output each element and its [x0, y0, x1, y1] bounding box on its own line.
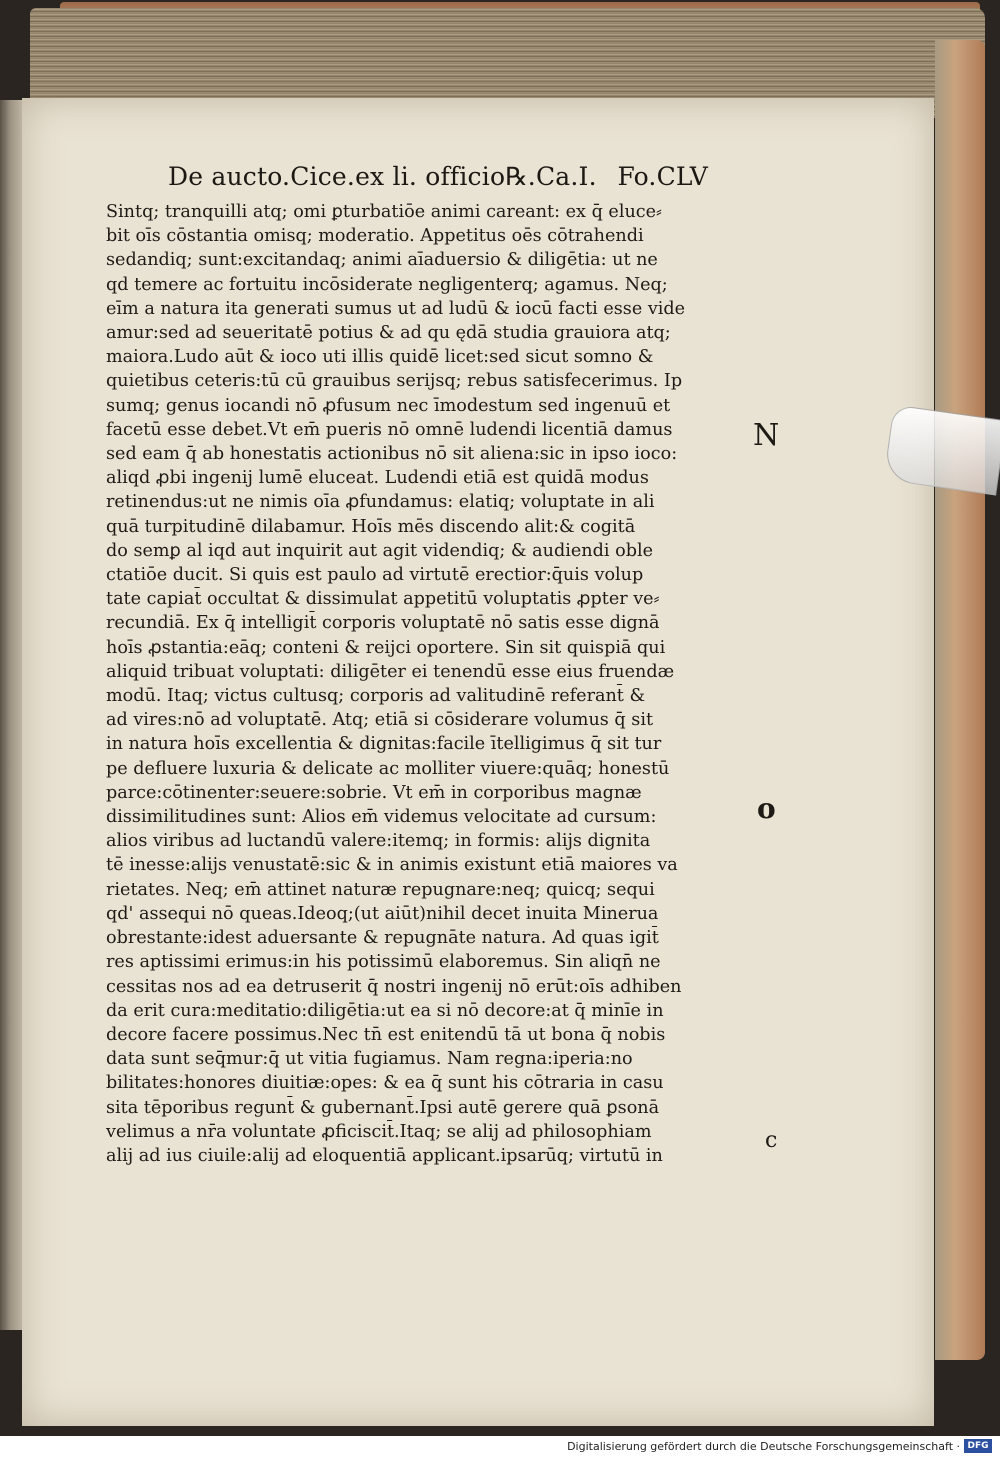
text-line: amur:sed ad seueritatē potius & ad qu ędā studia grauiora atq;	[106, 323, 671, 344]
running-header	[168, 162, 708, 191]
marginal-letter-c: c	[765, 1128, 778, 1153]
text-line: retinendus:ut ne nimis oīa ꝓfundamus: elatiq; voluptate in ali	[106, 492, 655, 513]
text-line: ctatiōe ducit. Si quis est paulo ad virtutē erectior:q̄uis volup	[106, 565, 644, 586]
text-line: dissimilitudines sunt: Alios em̄ videmus velocitate ad cursum:	[106, 807, 657, 828]
body-text	[106, 200, 706, 1168]
text-line: alios viribus ad luctandū valere:itemq; in formis: alijs dignita	[106, 831, 651, 852]
footer-bar	[0, 1436, 1000, 1458]
text-line: aliquid tribuat voluptati: diligēter ei tenendū esse eius fruendæ	[106, 661, 675, 682]
text-line: sed eam q̄ ab honestatis actionibus nō sit aliena:sic in ipso ioco:	[106, 444, 678, 465]
marginal-letter-n: N	[753, 418, 780, 453]
text-line: qd' assequi nō queas.Ideoq;(ut aiūt)nihil decet inuita Minerua	[106, 903, 659, 924]
text-line: facetū esse debet.Vt em̄ pueris nō omnē ludendi licentiā damus	[106, 419, 673, 440]
text-line: quietibus ceteris:tū cū grauibus serijsq; rebus satisfecerimus. Ip	[106, 371, 683, 392]
text-line: aliqd ꝓbi ingenij lumē eluceat. Ludendi etiā est quidā modus	[106, 468, 649, 489]
text-line: res aptissimi erimus:in his potissimū elaboremus. Sin aliqn̄ ne	[106, 952, 661, 973]
text-line: decore facere possimus.Nec tn̄ est enitendū tā ut bona q̄ nobis	[106, 1024, 666, 1045]
text-line: sita tēporibus regunt̄ & gubernant̄.Ipsi autē gerere quā ꝑsonā	[106, 1097, 660, 1118]
text-line: data sunt seq̄mur:q̄ ut vitia fugiamus. Nam regna:iperia:no	[106, 1049, 633, 1070]
text-line: alij ad ius ciuile:alij ad eloquentiā applicant.ipsarūq; virtutū in	[106, 1145, 663, 1166]
text-line: in natura hoīs excellentia & dignitas:facile ītelligimus q̄ sit tur	[106, 734, 662, 755]
text-line: hoīs ꝓstantia:eāq; conteni & reijci oportere. Sin sit quispiā qui	[106, 637, 666, 658]
footer-credit: Digitalisierung gefördert durch die Deutsche Forschungsgemeinschaft ·	[567, 1440, 960, 1453]
text-line: quā turpitudinē dilabamur. Hoīs mēs discendo alit:& cogitā	[106, 516, 636, 537]
text-line: rietates. Neq; em̄ attinet naturæ repugnare:neq; quicq; sequi	[106, 879, 655, 900]
text-line: velimus a nr̄a voluntate ꝓficiscit̄.Itaq; se alij ad philosophiam	[106, 1121, 652, 1142]
text-line: obrestante:idest aduersante & repugnāte natura. Ad quas igit̄	[106, 928, 659, 949]
marginal-letter-o: o	[757, 792, 776, 825]
text-line: pe defluere luxuria & delicate ac molliter viuere:quāq; honestū	[106, 758, 670, 779]
folio-number: Fo.CLV	[617, 162, 708, 191]
text-line: modū. Itaq; victus cultusq; corporis ad valitudinē referant̄ &	[106, 686, 646, 707]
text-line: do semꝑ al iqd aut inquirit aut agit videndiq; & audiendi oble	[106, 540, 653, 561]
text-line: tē inesse:alijs venustatē:sic & in animis existunt etiā maiores va	[106, 855, 678, 876]
dfg-logo: DFG	[964, 1439, 992, 1453]
text-line: sedandiq; sunt:excitandaq; animi aīaduersio & diligētia: ut ne	[106, 250, 658, 271]
text-line: parce:cōtinenter:seuere:sobrie. Vt em̄ in corporibus magnæ	[106, 782, 642, 803]
text-line: sumq; genus iocandi nō ꝓfusum nec īmodestum sed ingenuū et	[106, 395, 671, 416]
text-line: bilitates:honores diuitiæ:opes: & ea q̄ sunt his cōtraria in casu	[106, 1073, 664, 1094]
text-line: tate capiat̄ occultat & dissimulat appetitū voluptatis ꝓpter ve⸗	[106, 589, 660, 610]
running-title: De aucto.Cice.ex li. officio℞.Ca.I.	[168, 162, 597, 191]
text-line: recundiā. Ex q̄ intelligit̄ corporis voluptatē nō satis esse dignā	[106, 613, 660, 634]
text-line: cessitas nos ad ea detruserit q̄ nostri ingenij nō erūt:oīs adhiben	[106, 976, 682, 997]
text-line: maiora.Ludo aūt & ioco uti illis quidē licet:sed sicut somno &	[106, 347, 654, 368]
text-line: da erit cura:meditatio:diligētia:ut ea si nō decore:at q̄ minīe in	[106, 1000, 664, 1021]
text-line: Sintq; tranquilli atq; omi ꝑturbatiōe animi careant: ex q̄ eluce⸗	[106, 202, 662, 222]
text-line: qd temere ac fortuitu incōsiderate negligenterq; agamus. Neq;	[106, 274, 668, 295]
text-line: ad vires:nō ad voluptatē. Atq; etiā si cōsiderare volumus q̄ sit	[106, 710, 654, 731]
text-line: eīm a natura ita generati sumus ut ad ludū & iocū facti esse vide	[106, 298, 686, 319]
text-line: bit oīs cōstantia omisq; moderatio. Appetitus oēs cōtrahendi	[106, 226, 644, 247]
book-cover-right	[935, 40, 985, 1360]
